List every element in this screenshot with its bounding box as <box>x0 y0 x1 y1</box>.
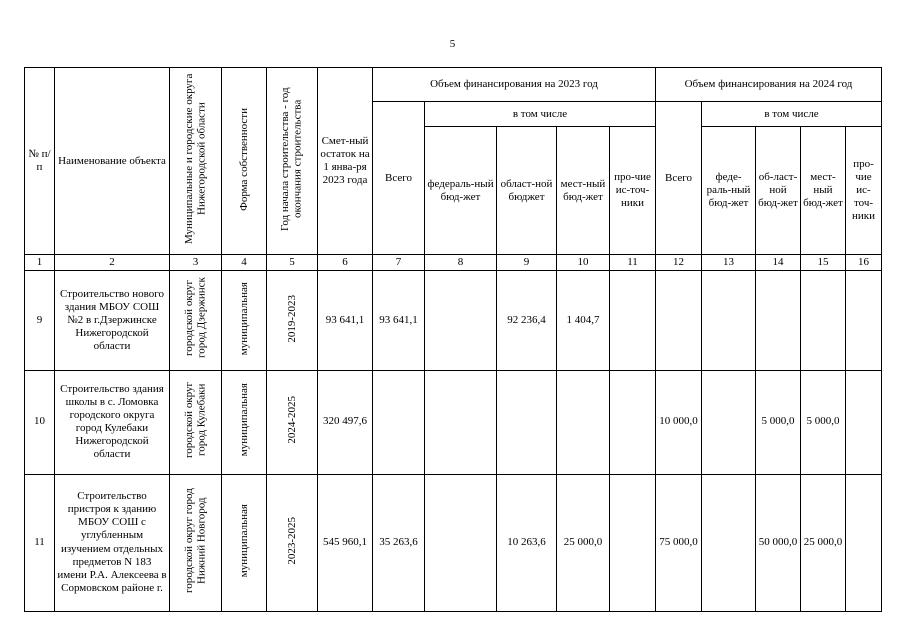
header-fin-2023: Объем финансирования на 2023 год <box>373 68 656 102</box>
district-text: городской округ город Дзержинск <box>182 277 208 359</box>
regional-2024: 5 000,0 <box>756 370 801 474</box>
ownership-cell <box>222 474 267 611</box>
header-other-2024: про-чие ис-точ-ники <box>846 127 882 255</box>
header-regional-2024: об-ласт-ной бюд-жет <box>756 127 801 255</box>
table-row <box>25 474 882 611</box>
regional-2024 <box>756 271 801 370</box>
col-number: 5 <box>267 255 318 271</box>
col-number: 16 <box>846 255 882 271</box>
district-text: городской округ город Кулебаки <box>182 381 208 458</box>
total-2023: 35 263,6 <box>373 474 425 611</box>
federal-2023 <box>425 474 497 611</box>
col-number: 11 <box>610 255 656 271</box>
header-balance: Смет-ный остаток на 1 янва-ря 2023 года <box>318 68 373 255</box>
local-2023: 1 404,7 <box>557 271 610 370</box>
col-number: 1 <box>25 255 55 271</box>
local-2023: 25 000,0 <box>557 474 610 611</box>
regional-2023: 92 236,4 <box>497 271 557 370</box>
local-2023 <box>557 370 610 474</box>
col-number: 8 <box>425 255 497 271</box>
col-number: 6 <box>318 255 373 271</box>
col-number: 7 <box>373 255 425 271</box>
header-federal-2023: федераль-ный бюд-жет <box>425 127 497 255</box>
col-number: 15 <box>801 255 846 271</box>
other-2024 <box>846 370 882 474</box>
regional-2023: 10 263,6 <box>497 474 557 611</box>
col-number: 14 <box>756 255 801 271</box>
years-text: 2019-2023 <box>285 294 298 343</box>
other-2023 <box>610 271 656 370</box>
local-2024: 5 000,0 <box>801 370 846 474</box>
other-2023 <box>610 370 656 474</box>
page-number: 5 <box>449 38 456 50</box>
header-local-2023: мест-ный бюд-жет <box>557 127 610 255</box>
object-name: Строительство нового здания МБОУ СОШ №2 в г.Дзержинске Нижегородской области <box>55 271 170 370</box>
ownership-text: муниципальная <box>237 383 250 457</box>
ownership-cell <box>222 370 267 474</box>
total-2024: 10 000,0 <box>656 370 702 474</box>
total-2024: 75 000,0 <box>656 474 702 611</box>
col-number: 4 <box>222 255 267 271</box>
federal-2024 <box>702 271 756 370</box>
other-2024 <box>846 271 882 370</box>
header-years <box>267 68 318 255</box>
total-2024 <box>656 271 702 370</box>
federal-2024 <box>702 474 756 611</box>
header-incl-2023: в том числе <box>425 102 656 127</box>
ownership-cell <box>222 271 267 370</box>
header-ownership-text: Форма собственности <box>237 107 250 211</box>
district-cell <box>170 474 222 611</box>
header-incl-2024: в том числе <box>702 102 882 127</box>
col-number: 10 <box>557 255 610 271</box>
header-no: № п/п <box>25 68 55 255</box>
federal-2024 <box>702 370 756 474</box>
district-text: городской округ город Нижний Новгород <box>182 488 208 593</box>
district-cell <box>170 370 222 474</box>
object-name: Строительство пристроя к зданию МБОУ СОШ с углубленным изучением отдельных предметов N 183 имени Р.А. Алексеева в Сормовском районе г. <box>55 474 170 611</box>
header-other-2023: про-чие ис-точ-ники <box>610 127 656 255</box>
header-local-2024: мест-ный бюд-жет <box>801 127 846 255</box>
table-row <box>25 271 882 370</box>
financing-table <box>24 67 882 612</box>
header-years-text: Год начала строительства - год окончания строительства <box>279 87 304 231</box>
header-name: Наименование объекта <box>55 68 170 255</box>
local-2024 <box>801 271 846 370</box>
header-regional-2023: област-ной бюджет <box>497 127 557 255</box>
col-number: 13 <box>702 255 756 271</box>
local-2024: 25 000,0 <box>801 474 846 611</box>
row-number: 11 <box>25 474 55 611</box>
header-ownership <box>222 68 267 255</box>
balance-cell: 545 960,1 <box>318 474 373 611</box>
column-numbers-row <box>25 255 882 271</box>
ownership-text: муниципальная <box>237 503 250 578</box>
col-number: 3 <box>170 255 222 271</box>
col-number: 2 <box>55 255 170 271</box>
header-district-text: Муниципальные и городские округа Нижегородской области <box>182 73 208 245</box>
header-total-2024: Всего <box>656 102 702 255</box>
total-2023 <box>373 370 425 474</box>
total-2023: 93 641,1 <box>373 271 425 370</box>
header-total-2023: Всего <box>373 102 425 255</box>
regional-2024: 50 000,0 <box>756 474 801 611</box>
other-2023 <box>610 474 656 611</box>
years-text: 2023-2025 <box>285 516 298 565</box>
federal-2023 <box>425 271 497 370</box>
row-number: 9 <box>25 271 55 370</box>
header-federal-2024: феде-раль-ный бюд-жет <box>702 127 756 255</box>
district-cell <box>170 271 222 370</box>
balance-cell: 93 641,1 <box>318 271 373 370</box>
years-text: 2024-2025 <box>285 396 298 444</box>
federal-2023 <box>425 370 497 474</box>
table-row <box>25 370 882 474</box>
regional-2023 <box>497 370 557 474</box>
object-name: Строительство здания школы в с. Ломовка городского округа город Кулебаки Нижегородской области <box>55 370 170 474</box>
balance-cell: 320 497,6 <box>318 370 373 474</box>
years-cell <box>267 474 318 611</box>
header-district <box>170 68 222 255</box>
ownership-text: муниципальная <box>237 281 250 355</box>
years-cell <box>267 271 318 370</box>
other-2024 <box>846 474 882 611</box>
header-fin-2024: Объем финансирования на 2024 год <box>656 68 882 102</box>
years-cell <box>267 370 318 474</box>
col-number: 9 <box>497 255 557 271</box>
col-number: 12 <box>656 255 702 271</box>
row-number: 10 <box>25 370 55 474</box>
